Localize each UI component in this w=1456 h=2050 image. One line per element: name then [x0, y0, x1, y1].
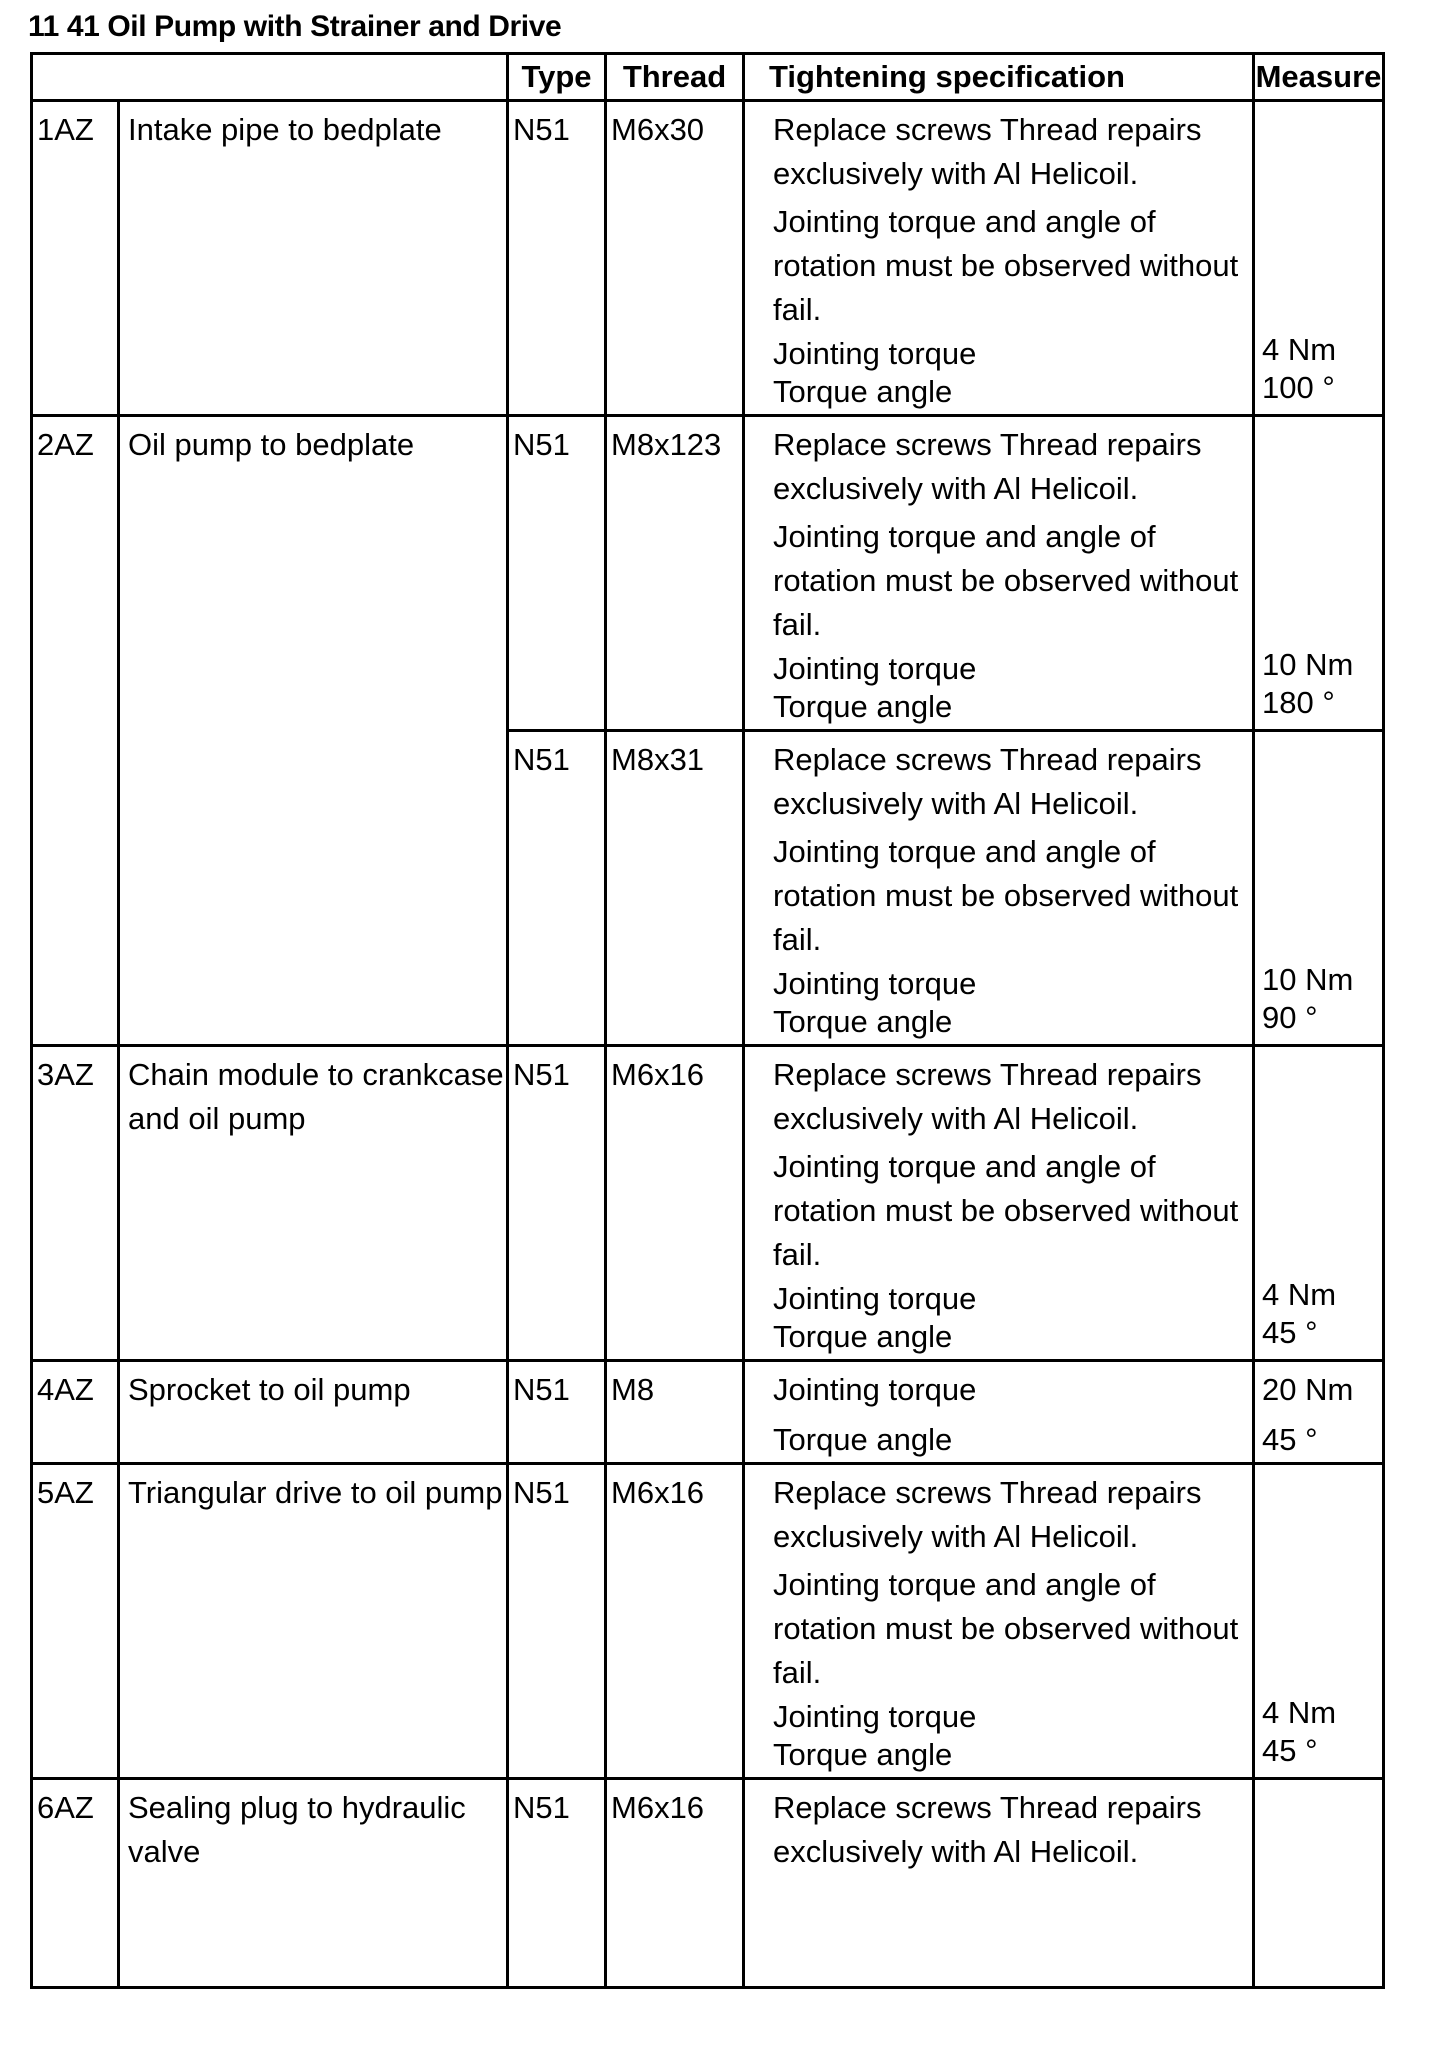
table-row [32, 1779, 1384, 1988]
thread-cell: M8x31 [606, 731, 744, 1046]
thread-cell: M6x16 [606, 1779, 744, 1988]
spec-note-observe: Jointing torque and angle of rotation must be observed without fail. [773, 519, 1239, 642]
spec-jointing-torque-label: Jointing torque [773, 651, 977, 686]
spec-jointing-torque-label: Jointing torque [773, 1699, 977, 1734]
spec-note-screws: Replace screws Thread repairs exclusively with Al Helicoil. [773, 1790, 1202, 1869]
header-spec: Tightening specification [744, 54, 1254, 101]
type-cell: N51 [508, 1779, 606, 1988]
spec-cell [744, 416, 1254, 731]
spec-torque-angle-label: Torque angle [773, 374, 953, 409]
spec-jointing-torque-label: Jointing torque [773, 1281, 977, 1316]
component-cell: Oil pump to bedplate [119, 416, 508, 1046]
pos-cell: 1AZ [32, 101, 119, 416]
spec-note-screws: Replace screws Thread repairs exclusively with Al Helicoil. [773, 1475, 1202, 1554]
measure-jointing-torque: 4 Nm [1262, 1695, 1337, 1730]
measure-torque-angle: 180 ° [1262, 685, 1335, 720]
thread-cell: M6x30 [606, 101, 744, 416]
measure-jointing-torque: 20 Nm [1262, 1372, 1354, 1407]
component-cell: Sealing plug to hydraulic valve [119, 1779, 508, 1988]
pos-cell: 5AZ [32, 1464, 119, 1779]
type-cell: N51 [508, 731, 606, 1046]
header-type: Type [508, 54, 606, 101]
spec-torque-angle-label: Torque angle [773, 1319, 953, 1354]
measure-torque-angle: 45 ° [1262, 1422, 1318, 1457]
spec-note-observe: Jointing torque and angle of rotation must be observed without fail. [773, 1149, 1239, 1272]
spec-note-screws: Replace screws Thread repairs exclusively with Al Helicoil. [773, 427, 1202, 506]
thread-cell: M8 [606, 1361, 744, 1464]
spec-note-observe: Jointing torque and angle of rotation must be observed without fail. [773, 204, 1239, 327]
type-cell: N51 [508, 1361, 606, 1464]
spec-torque-angle-label: Torque angle [773, 1737, 953, 1772]
thread-cell: M6x16 [606, 1046, 744, 1361]
measure-jointing-torque: 4 Nm [1262, 1277, 1337, 1312]
measure-torque-angle: 45 ° [1262, 1733, 1318, 1768]
table-row [32, 1046, 1384, 1361]
spec-cell [744, 1779, 1254, 1988]
spec-jointing-torque-label: Jointing torque [773, 336, 977, 371]
measure-jointing-torque: 4 Nm [1262, 332, 1337, 367]
measure-jointing-torque: 10 Nm [1262, 647, 1354, 682]
table-row [32, 1361, 1384, 1464]
measure-cell [1254, 1779, 1384, 1988]
measure-cell [1254, 1464, 1384, 1779]
spec-note-observe: Jointing torque and angle of rotation must be observed without fail. [773, 1567, 1239, 1690]
table-header-row [32, 54, 1384, 101]
measure-cell [1254, 416, 1384, 731]
measure-cell [1254, 731, 1384, 1046]
spec-torque-angle-label: Torque angle [773, 689, 953, 724]
header-blank [32, 54, 508, 101]
spec-note-screws: Replace screws Thread repairs exclusively with Al Helicoil. [773, 742, 1202, 821]
pos-cell: 3AZ [32, 1046, 119, 1361]
measure-cell [1254, 1046, 1384, 1361]
type-cell: N51 [508, 1046, 606, 1361]
spec-cell [744, 1046, 1254, 1361]
measure-torque-angle: 90 ° [1262, 1000, 1318, 1035]
table-row [32, 416, 1384, 731]
spec-cell [744, 1464, 1254, 1779]
header-thread: Thread [606, 54, 744, 101]
pos-cell: 6AZ [32, 1779, 119, 1988]
spec-cell [744, 101, 1254, 416]
tightening-spec-table [30, 52, 1385, 1989]
spec-torque-angle-label: Torque angle [773, 1004, 953, 1039]
table-row [32, 1464, 1384, 1779]
thread-cell: M8x123 [606, 416, 744, 731]
pos-cell: 4AZ [32, 1361, 119, 1464]
measure-cell [1254, 1361, 1384, 1464]
component-cell: Intake pipe to bedplate [119, 101, 508, 416]
type-cell: N51 [508, 101, 606, 416]
spec-note-observe: Jointing torque and angle of rotation must be observed without fail. [773, 834, 1239, 957]
thread-cell: M6x16 [606, 1464, 744, 1779]
measure-torque-angle: 100 ° [1262, 370, 1335, 405]
spec-cell [744, 731, 1254, 1046]
spec-note-screws: Replace screws Thread repairs exclusively with Al Helicoil. [773, 112, 1202, 191]
spec-jointing-torque-label: Jointing torque [773, 1372, 977, 1407]
spec-jointing-torque-label: Jointing torque [773, 966, 977, 1001]
table-row [32, 101, 1384, 416]
page-title: 11 41 Oil Pump with Strainer and Drive [28, 10, 562, 43]
measure-jointing-torque: 10 Nm [1262, 962, 1354, 997]
component-cell: Triangular drive to oil pump [119, 1464, 508, 1779]
spec-cell [744, 1361, 1254, 1464]
component-cell: Chain module to crankcase and oil pump [119, 1046, 508, 1361]
spec-note-screws: Replace screws Thread repairs exclusively with Al Helicoil. [773, 1057, 1202, 1136]
measure-cell [1254, 101, 1384, 416]
pos-cell: 2AZ [32, 416, 119, 1046]
type-cell: N51 [508, 416, 606, 731]
measure-torque-angle: 45 ° [1262, 1315, 1318, 1350]
spec-torque-angle-label: Torque angle [773, 1422, 953, 1457]
component-cell: Sprocket to oil pump [119, 1361, 508, 1464]
type-cell: N51 [508, 1464, 606, 1779]
header-measure: Measure [1254, 54, 1384, 101]
